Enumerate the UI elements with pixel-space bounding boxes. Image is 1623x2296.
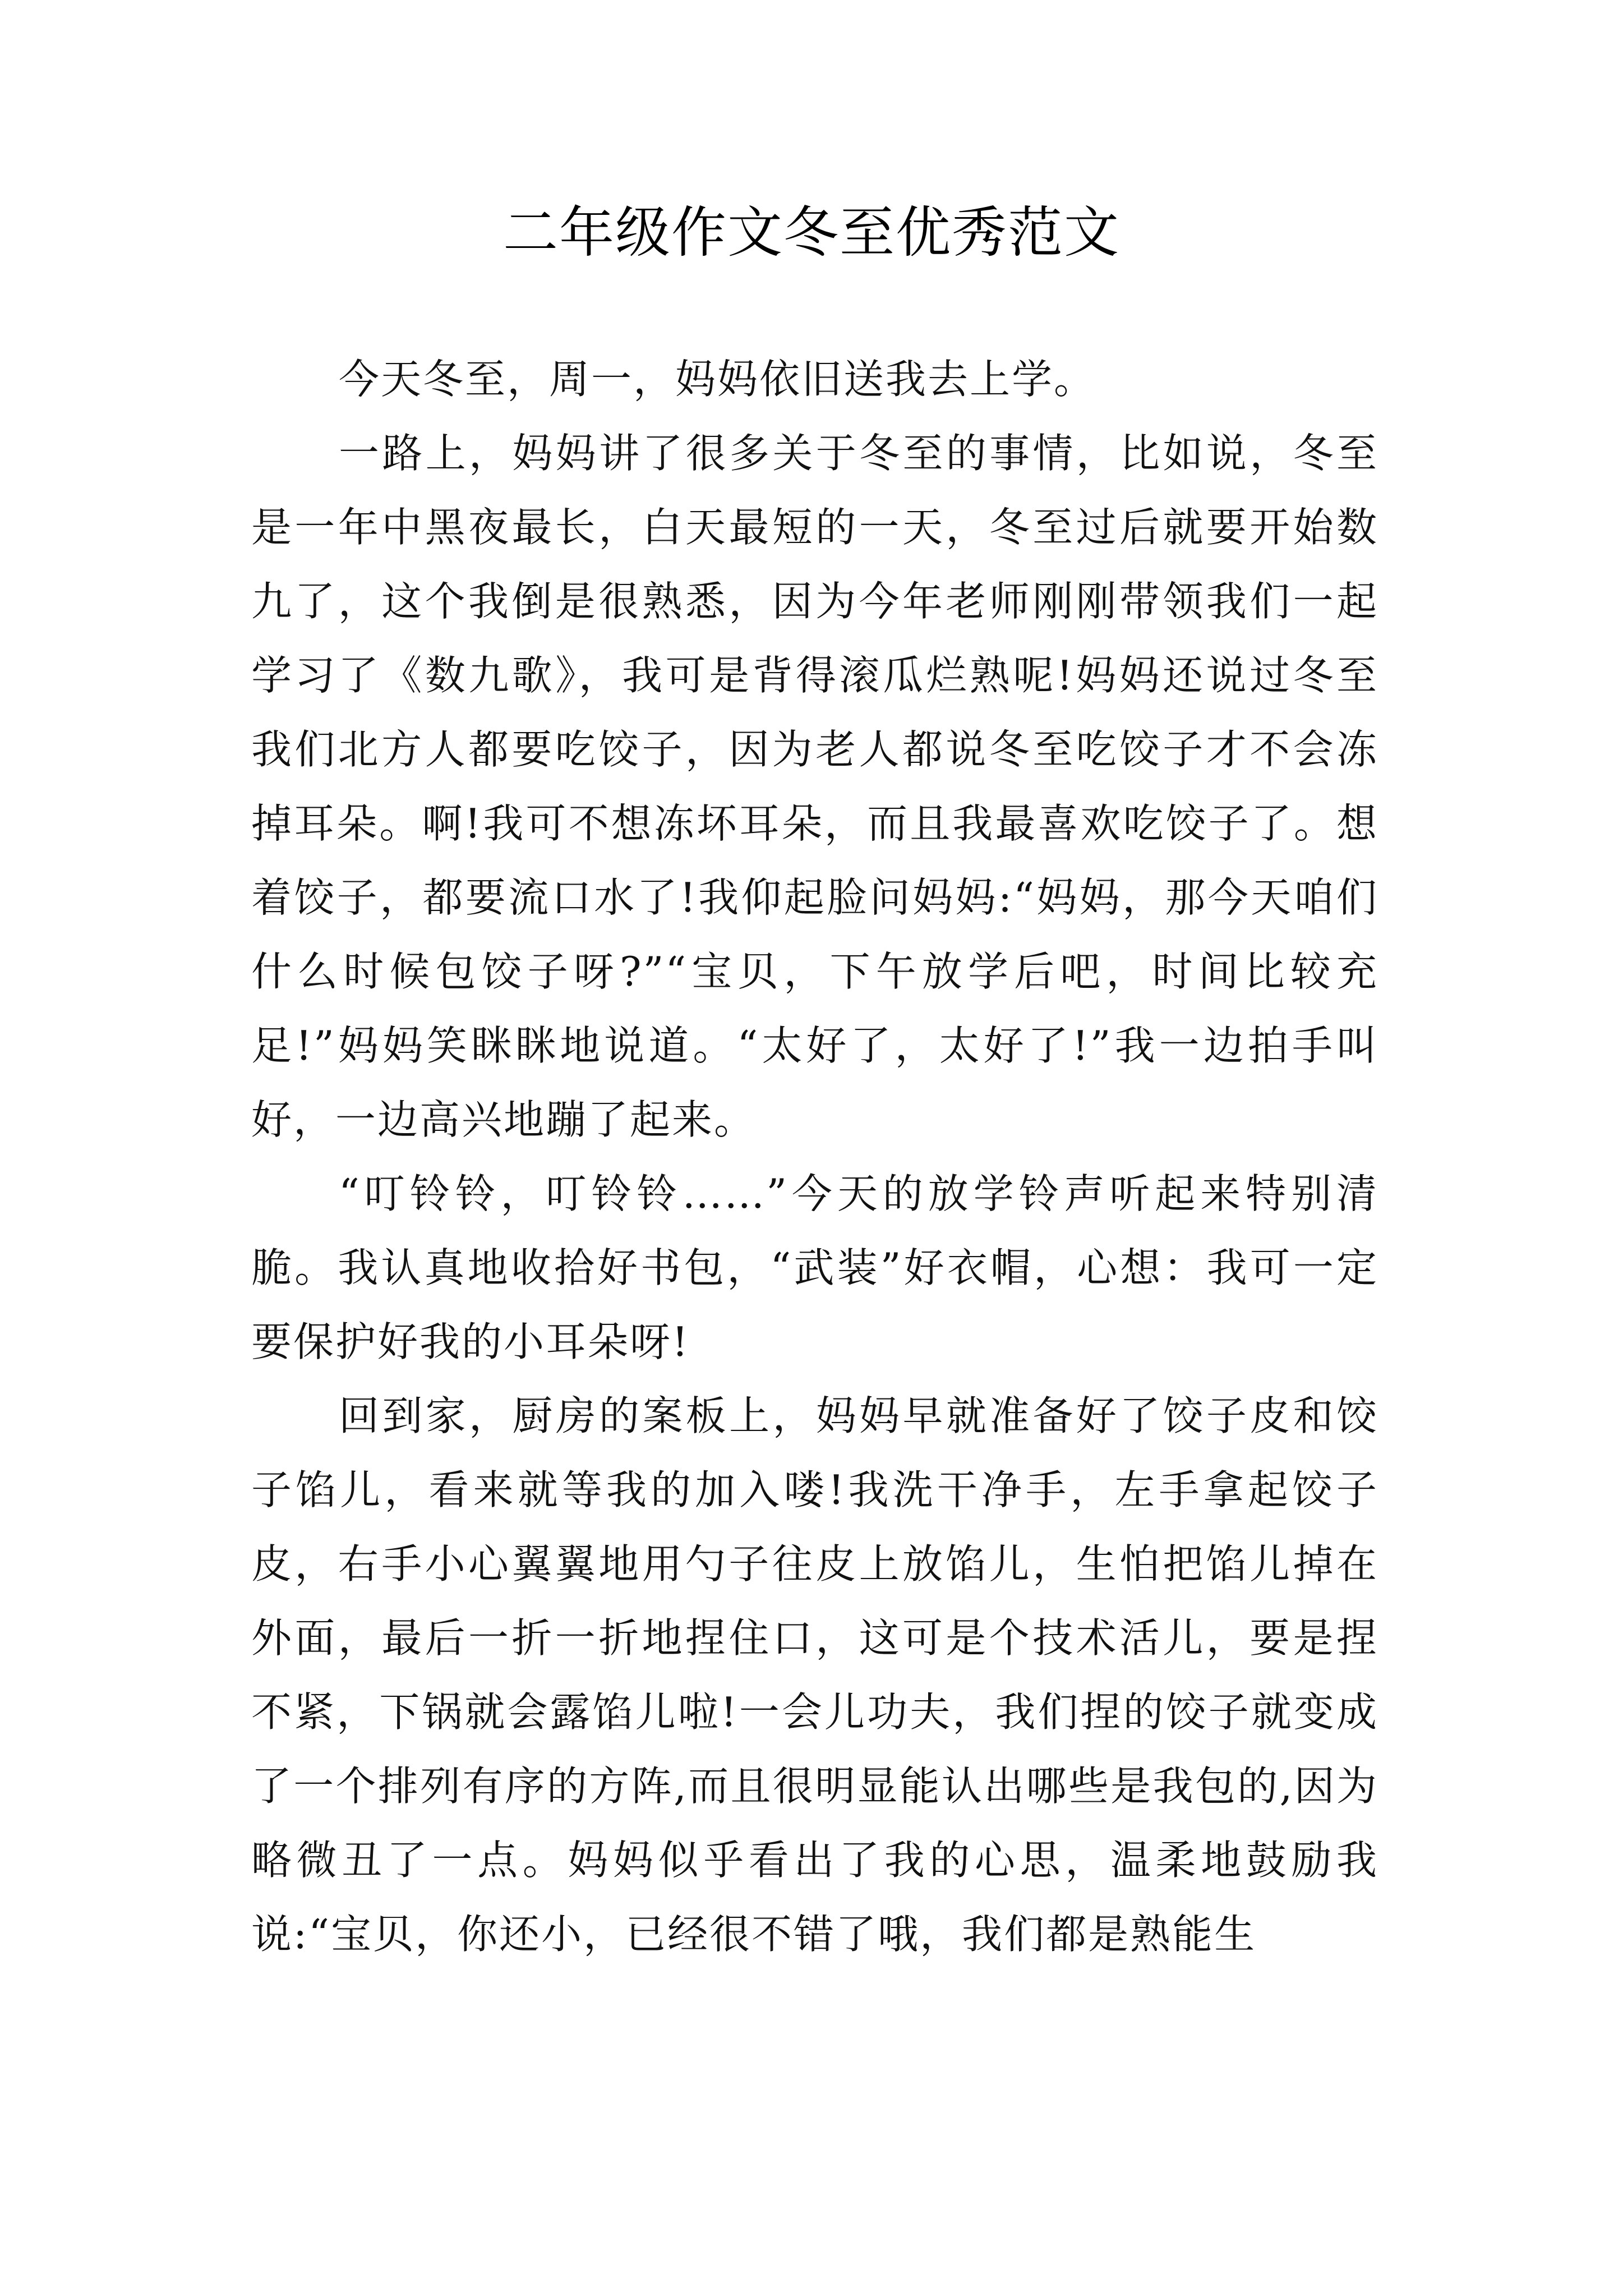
document-title: 二年级作文冬至优秀范文	[502, 201, 1120, 265]
document-body	[251, 342, 1378, 1971]
paragraph: 一路上，妈妈讲了很多关于冬至的事情，比如说，冬至是一年中黑夜最长，白天最短的一天，冬至过后就要开始数九了，这个我倒是很熟悉，因为今年老师刚刚带领我们一起学习了《数九歌》，我可是背得滚瓜烂熟呢!妈妈还说过冬至我们北方人都要吃饺子，因为老人都说冬至吃饺子才不会冻掉耳朵。啊!我可不想冻坏耳朵，而且我最喜欢吃饺子了。想着饺子，都要流口水了!我仰起脸问妈妈:“妈妈，那今天咱们什么时候包饺子呀?”“宝贝，下午放学后吧，时间比较充足!”妈妈笑眯眯地说道。“太好了，太好了!”我一边拍手叫好，一边高兴地蹦了起来。	[251, 430, 1378, 1143]
paragraph: 今天冬至，周一，妈妈依旧送我去上学。	[339, 356, 1096, 403]
paragraph: 回到家，厨房的案板上，妈妈早就准备好了饺子皮和饺子馅儿，看来就等我的加入喽!我洗干净手，左手拿起饺子皮，右手小心翼翼地用勺子往皮上放馅儿，生怕把馅儿掉在外面，最后一折一折地捏住口，这可是个技术活儿，要是捏不紧，下锅就会露馅儿啦!一会儿功夫，我们捏的饺子就变成了一个排列有序的方阵,而且很明显能认出哪些是我包的,因为略微丑了一点。妈妈似乎看出了我的心思，温柔地鼓励我说:“宝贝，你还小，已经很不错了哦，我们都是熟能生	[251, 1392, 1378, 1958]
paragraph: “叮铃铃，叮铃铃……”今天的放学铃声听起来特别清脆。我认真地收拾好书包，“武装”好衣帽，心想：我可一定要保护好我的小耳朵呀!	[251, 1170, 1378, 1365]
